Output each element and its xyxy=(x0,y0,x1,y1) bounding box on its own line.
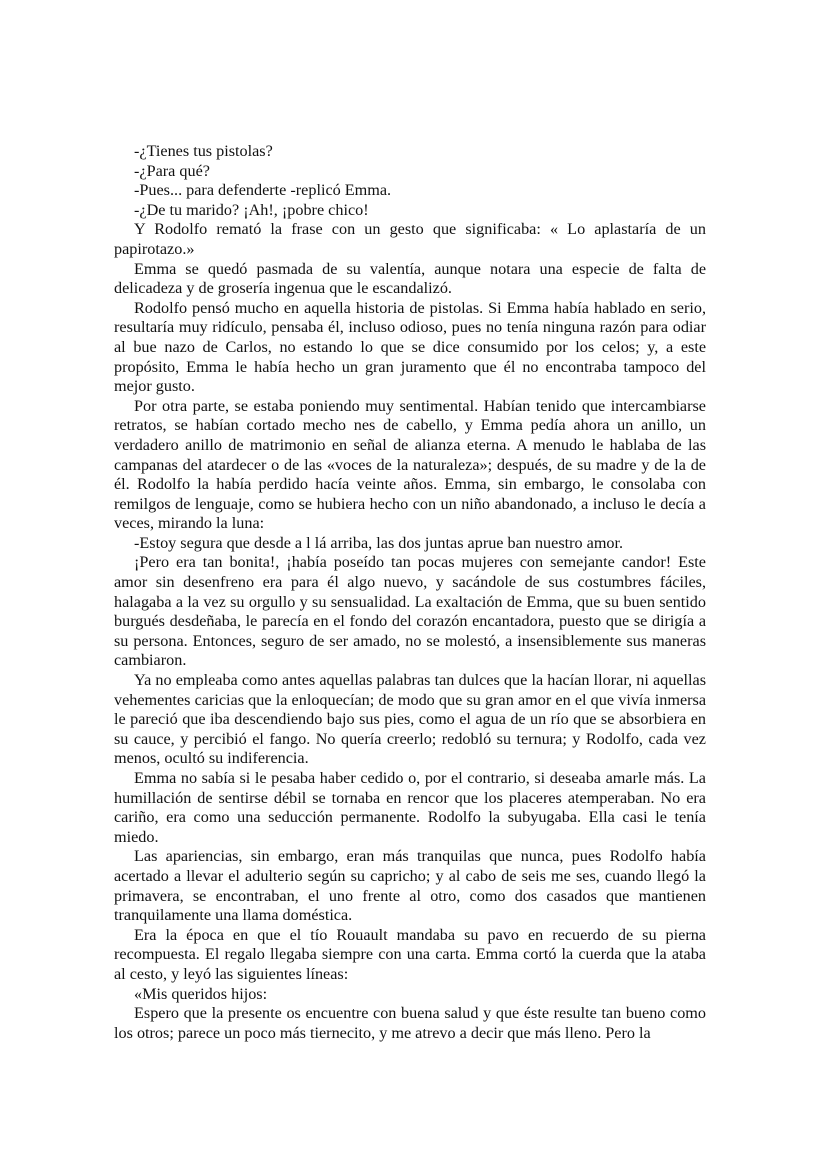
paragraph: «Mis queridos hijos: xyxy=(134,984,268,1003)
paragraph: -¿Tienes tus pistolas? xyxy=(134,142,273,160)
paragraph: ¡Pero era tan bonita!, ¡había poseído tan pocas mujeres con semejante candor! Este amor sin desenfreno era para él algo nuevo, y sacándole de sus costumbres fáciles, halagaba a la vez su orgullo y su sensualidad. La exaltación de Emma, que su buen sentido burgués desdeñaba, le parecía en el fondo del corazón encantadora, puesto que se dirigía a su persona. Entonces, seguro de ser amado, no se molestó, a insensiblemente sus maneras cambiaron. xyxy=(114,553,706,670)
paragraph: -¿Para qué? xyxy=(134,161,210,180)
paragraph: Emma se quedó pasmada de su valentía, aunque notara una especie de falta de delicadeza y de grosería ingenua que le escandalizó. xyxy=(114,259,706,298)
paragraph: -Estoy segura que desde a l lá arriba, las dos juntas aprue ban nuestro amor. xyxy=(134,533,624,552)
paragraph: Rodolfo pensó mucho en aquella historia de pistolas. Si Emma había hablado en serio, resultaría muy ridículo, pensaba él, incluso odioso, pues no tenía ninguna razón para odiar al bue nazo de Carlos, no estando lo que se dice consumido por los celos; y, a este propósito, Emma le había hecho un gran juramento que él no encontraba tampoco del mejor gusto. xyxy=(114,298,706,396)
paragraph: Las apariencias, sin embargo, eran más tranquilas que nunca, pues Rodolfo había acertado a llevar el adulterio según su capricho; y al cabo de seis me ses, cuando llegó la primavera, se encontraban, el uno frente al otro, como dos casados que mantienen tranquilamente una llama doméstica. xyxy=(114,847,706,925)
paragraph: Espero que la presente os encuentre con buena salud y que éste resulte tan bueno como los otros; parece un poco más tiernecito, y me atrevo a decir que más lleno. Pero la xyxy=(114,1004,706,1042)
paragraph: Por otra parte, se estaba poniendo muy sentimental. Habían tenido que intercambiarse retratos, se habían cortado mecho nes de cabello, y Emma pedía ahora un anillo, un verdadero anillo de matrimonio en señal de alianza eterna. A menudo le hablaba de las campanas del atardecer o de las «voces de la naturaleza»; después, de su madre y de la de él. Rodolfo la había perdido hacía veinte años. Emma, sin embargo, le consolaba con remilgos de lenguaje, como se hubiera hecho con un niño abandonado, a incluso le decía a veces, mirando la luna: xyxy=(114,396,706,533)
paragraph: Emma no sabía si le pesaba haber cedido o, por el contrario, si deseaba amarle más. La humillación de sentirse débil se tornaba en rencor que los placeres atemperaban. No era cariño, era como una seducción permanente. Rodolfo la subyugaba. Ella casi le tenía miedo. xyxy=(114,769,706,846)
paragraph: Y Rodolfo remató la frase con un gesto que significaba: « Lo aplastaría de un papirotazo.» xyxy=(114,220,706,258)
paragraph: Era la época en que el tío Rouault mandaba su pavo en recuerdo de su pierna recompuesta. El regalo llegaba siempre con una carta. Emma cortó la cuerda que la ataba al cesto, y leyó las siguientes líneas: xyxy=(114,925,706,983)
paragraph: -¿De tu marido? ¡Ah!, ¡pobre chico! xyxy=(134,200,369,219)
document-page xyxy=(114,142,706,1043)
paragraph: -Pues... para defenderte -replicó Emma. xyxy=(134,181,392,200)
paragraph: Ya no empleaba como antes aquellas palabras tan dulces que la hacían llorar, ni aquellas vehementes caricias que la enloquecían; de modo que su gran amor en el que vivía inmersa le pareció que iba descendiendo bajo sus pies, como el agua de un río que se absorbiera en su cauce, y percibió el fango. No quería creerlo; redobló su ternura; y Rodolfo, cada vez menos, ocultó su indiferencia. xyxy=(114,671,706,768)
